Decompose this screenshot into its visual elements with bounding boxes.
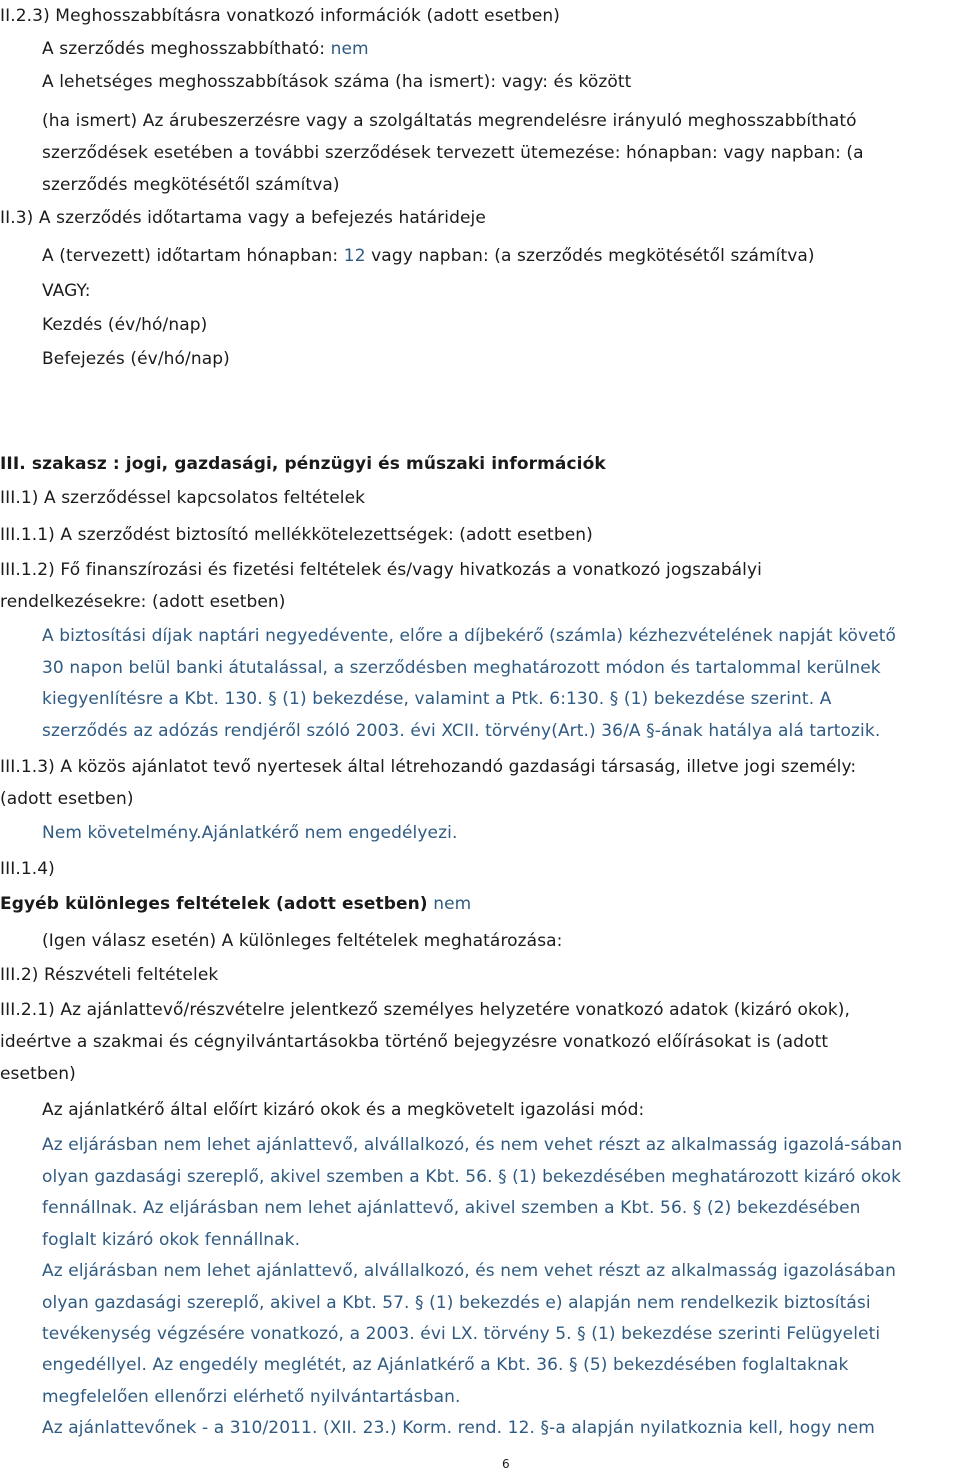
payment-terms-line: kiegyenlítésre a Kbt. 130. § (1) bekezdése, valamint a Ptk. 6:130. § (1) bekezdése szerint. A: [42, 689, 832, 709]
exclusion-line: fennállnak. Az eljárásban nem lehet ajánlattevő, akivel szemben a Kbt. 56. § (2) bekezdésében: [42, 1198, 861, 1218]
heading-iii21-cont: esetben): [0, 1064, 76, 1084]
exclusion-line: Az ajánlattevőnek - a 310/2011. (XII. 23.) Korm. rend. 12. §-a alapján nyilatkoznia kell, hogy nem: [42, 1418, 875, 1438]
special-conditions-label: Egyéb különleges feltételek (adott esetben): [0, 894, 428, 914]
extendable-line: [42, 37, 369, 61]
heading-iii21-cont: ideértve a szakmai és cégnyilvántartásokba történő bejegyzésre vonatkozó előírásokat is (adott: [0, 1032, 829, 1052]
heading-iii12: III.1.2) Fő finanszírozási és fizetési feltételek és/vagy hivatkozás a vonatkozó jogszabályi: [0, 560, 762, 580]
or-label: VAGY:: [42, 281, 91, 301]
heading-iii11: III.1.1) A szerződést biztosító mellékkötelezettségek: (adott esetben): [0, 525, 593, 545]
special-conditions-sub: (Igen válasz esetén) A különleges feltételek meghatározása:: [42, 931, 563, 951]
duration-suffix: vagy napban: (a szerződés megkötésétől számítva): [371, 246, 815, 266]
schedule-line: szerződés megkötésétől számítva): [42, 175, 340, 195]
start-date-label: Kezdés (év/hó/nap): [42, 315, 208, 335]
section-title-iii: III. szakasz : jogi, gazdasági, pénzügyi és műszaki információk: [0, 454, 606, 474]
exclusion-line: tevékenység végzésére vonatkozó, a 2003. évi LX. törvény 5. § (1) bekezdése szerinti Felügyeleti: [42, 1324, 881, 1344]
duration-label: A (tervezett) időtartam hónapban:: [42, 246, 339, 266]
exclusion-line: megfelelően ellenőrzi elérhető nyilvántartásban.: [42, 1387, 461, 1407]
special-conditions-value: nem: [433, 894, 472, 914]
heading-iii21: III.2.1) Az ajánlattevő/részvételre jelentkező személyes helyzetére vonatkozó adatok (kizáró okok),: [0, 1000, 851, 1020]
schedule-line: (ha ismert) Az árubeszerzésre vagy a szolgáltatás megrendelésre irányuló meghosszabbítható: [42, 111, 857, 131]
payment-terms-line: A biztosítási díjak naptári negyedévente, előre a díjbekérő (számla) kézhezvételének napját követő: [42, 626, 897, 646]
joint-bid-answer: Nem követelmény.Ajánlatkérő nem engedélyezi.: [42, 823, 458, 843]
exclusion-line: Az eljárásban nem lehet ajánlattevő, alvállalkozó, és nem vehet részt az alkalmasság igazolásában: [42, 1261, 897, 1281]
extendable-label: A szerződés meghosszabbítható:: [42, 39, 326, 59]
payment-terms-line: 30 napon belül banki átutalással, a szerződésben meghatározott módon és tartalommal kerülnek: [42, 658, 881, 678]
heading-iii1: III.1) A szerződéssel kapcsolatos feltételek: [0, 488, 366, 508]
heading-iii2: III.2) Részvételi feltételek: [0, 965, 219, 985]
exclusion-line: engedéllyel. Az engedély meglétét, az Ajánlatkérő a Kbt. 36. § (5) bekezdésében foglaltaknak: [42, 1355, 849, 1375]
heading-iii14: III.1.4): [0, 859, 55, 879]
payment-terms-line: szerződés az adózás rendjéről szóló 2003. évi XCII. törvény(Art.) 36/A §-ának hatálya alá tartozik.: [42, 721, 881, 741]
extendable-value: nem: [330, 39, 369, 59]
duration-line: [42, 244, 815, 268]
heading-iii13: III.1.3) A közös ajánlatot tevő nyertesek által létrehozandó gazdasági társaság, illetve jogi személy:: [0, 757, 857, 777]
special-conditions-line: [0, 892, 471, 916]
section-heading-ii3: II.3) A szerződés időtartama vagy a befejezés határideje: [0, 208, 486, 228]
exclusion-line: Az eljárásban nem lehet ajánlattevő, alvállalkozó, és nem vehet részt az alkalmasság igazolá-sában: [42, 1135, 903, 1155]
page-number: 6: [502, 1457, 510, 1471]
schedule-line: szerződések esetében a további szerződések tervezett ütemezése: hónapban: vagy napban: (a: [42, 143, 864, 163]
heading-iii12-cont: rendelkezésekre: (adott esetben): [0, 592, 286, 612]
exclusion-line: olyan gazdasági szereplő, akivel szemben a Kbt. 56. § (1) bekezdésében meghatározott kizáró okok: [42, 1167, 902, 1187]
exclusion-line: foglalt kizáró okok fennállnak.: [42, 1230, 301, 1250]
section-heading-ii23: II.2.3) Meghosszabbításra vonatkozó információk (adott esetben): [0, 6, 561, 26]
heading-iii13-cont: (adott esetben): [0, 789, 134, 809]
extension-count-line: A lehetséges meghosszabbítások száma (ha ismert): vagy: és között: [42, 72, 632, 92]
end-date-label: Befejezés (év/hó/nap): [42, 349, 230, 369]
exclusion-heading: Az ajánlatkérő által előírt kizáró okok és a megkövetelt igazolási mód:: [42, 1100, 645, 1120]
duration-value: 12: [343, 246, 366, 266]
exclusion-line: olyan gazdasági szereplő, akivel a Kbt. 57. § (1) bekezdés e) alapján nem rendelkezik biztosítási: [42, 1293, 871, 1313]
